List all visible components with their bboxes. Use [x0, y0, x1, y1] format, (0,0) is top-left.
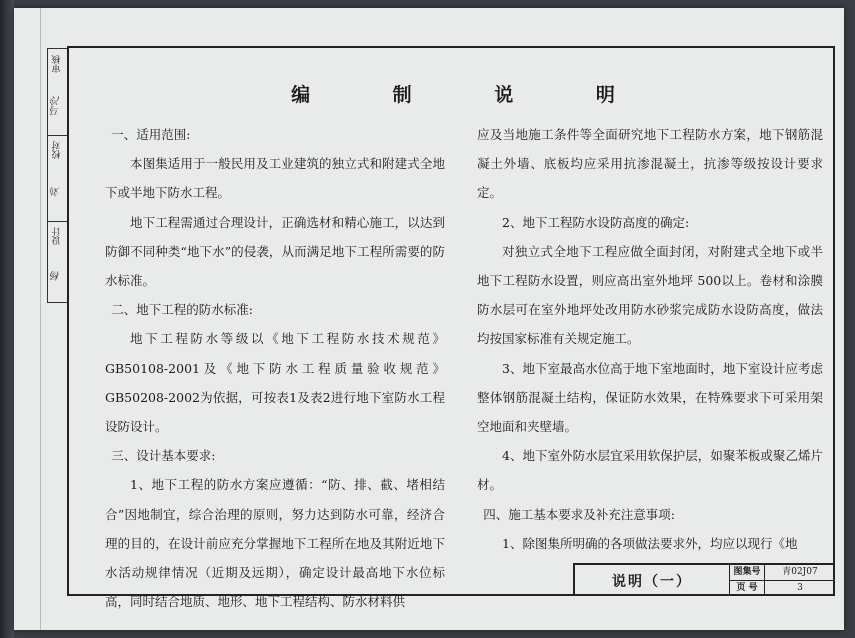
paragraph: 地下工程防水等级以《地下工程防水技术规范》GB50108-2001及《地下防水工程质量验收规范》GB50208-2002为依据，可按表1及表2进行地下室防水工程设防设计。: [105, 331, 445, 435]
side-signature-review: 马冷: [51, 96, 63, 116]
section-heading: 一、适用范围:: [111, 127, 191, 142]
section-heading: 二、地下工程的防水标准:: [111, 302, 253, 318]
paragraph: 4、地下室外防水层宜采用软保护层，如聚苯板或聚乙烯片材。: [477, 448, 823, 493]
paragraph: 1、地下工程的防水方案应遵循：“防、排、截、堵相结合”因地制宜，综合治理的原则，努力达到防水可靠，经济合理的目的，在设计前应充分掌握地下工程所在地及其附近地下水活动规律情况（近期及远期），确定设计最高地下水位标高，同时结合地质、地形、地下工程结构、防水材料供: [105, 477, 445, 610]
drawing-sheet: [14, 8, 844, 630]
paragraph: 3、地下室最高水位高于地下室地面时，地下室设计应考虑整体钢筋混凝土结构，保证防水效果，在特殊要求下可采用架空地面和夹壁墙。: [477, 360, 823, 435]
section-heading: 四、施工基本要求及补充注意事项:: [483, 506, 675, 522]
side-signature-check: 刘: [51, 187, 63, 197]
atlas-number-value: 青02J07: [782, 567, 818, 577]
paragraph: 1、除图集所明确的各项做法要求外，均应以现行《地: [502, 535, 798, 551]
page-number-value: 3: [797, 583, 803, 593]
side-label-check: 校对: [52, 141, 63, 159]
title-block: [573, 563, 835, 596]
binding-margin-line: [40, 8, 41, 630]
section-heading: 三、设计基本要求:: [111, 448, 216, 464]
atlas-number-label: 图集号: [730, 565, 765, 580]
paragraph: 地下工程需通过合理设计，正确选材和精心施工，以达到防御不同种类“地下水”的侵袭，从而满足地下工程所需要的防水标准。: [105, 214, 445, 289]
paragraph: 本图集适用于一般民用及工业建筑的独立式和附建式全地下或半地下防水工程。: [105, 156, 445, 201]
side-label-design: 设计: [52, 227, 63, 245]
approval-stamp-block: [47, 48, 67, 303]
paragraph: 2、地下工程防水设防高度的确定:: [502, 214, 690, 230]
page-number-label: 页 号: [730, 581, 765, 596]
side-label-review: 审核: [52, 55, 63, 73]
scanner-edge: [0, 0, 14, 638]
sheet-name: 说明（一）: [575, 565, 730, 596]
right-text-column: [477, 120, 823, 558]
paragraph-continued: 应及当地施工条件等全面研究地下工程防水方案，地下钢筋混凝土外墙、底板均应采用抗渗混凝土，抗渗等级按设计要求定。: [477, 127, 823, 201]
drawing-frame: [67, 46, 835, 610]
paragraph: 对独立式全地下工程应做全面封闭，对附建式全地下或半地下工程防水设置，则应高出室外地坪 500以上。卷材和涂膜防水层可在室外地坪处改用防水砂浆完成防水设防高度，做法均按国家标准有关规定施工。: [477, 243, 823, 347]
side-signature-design: 杨: [51, 271, 63, 281]
left-text-column: [105, 120, 445, 616]
document-title: 编 制 说 明: [291, 84, 653, 106]
